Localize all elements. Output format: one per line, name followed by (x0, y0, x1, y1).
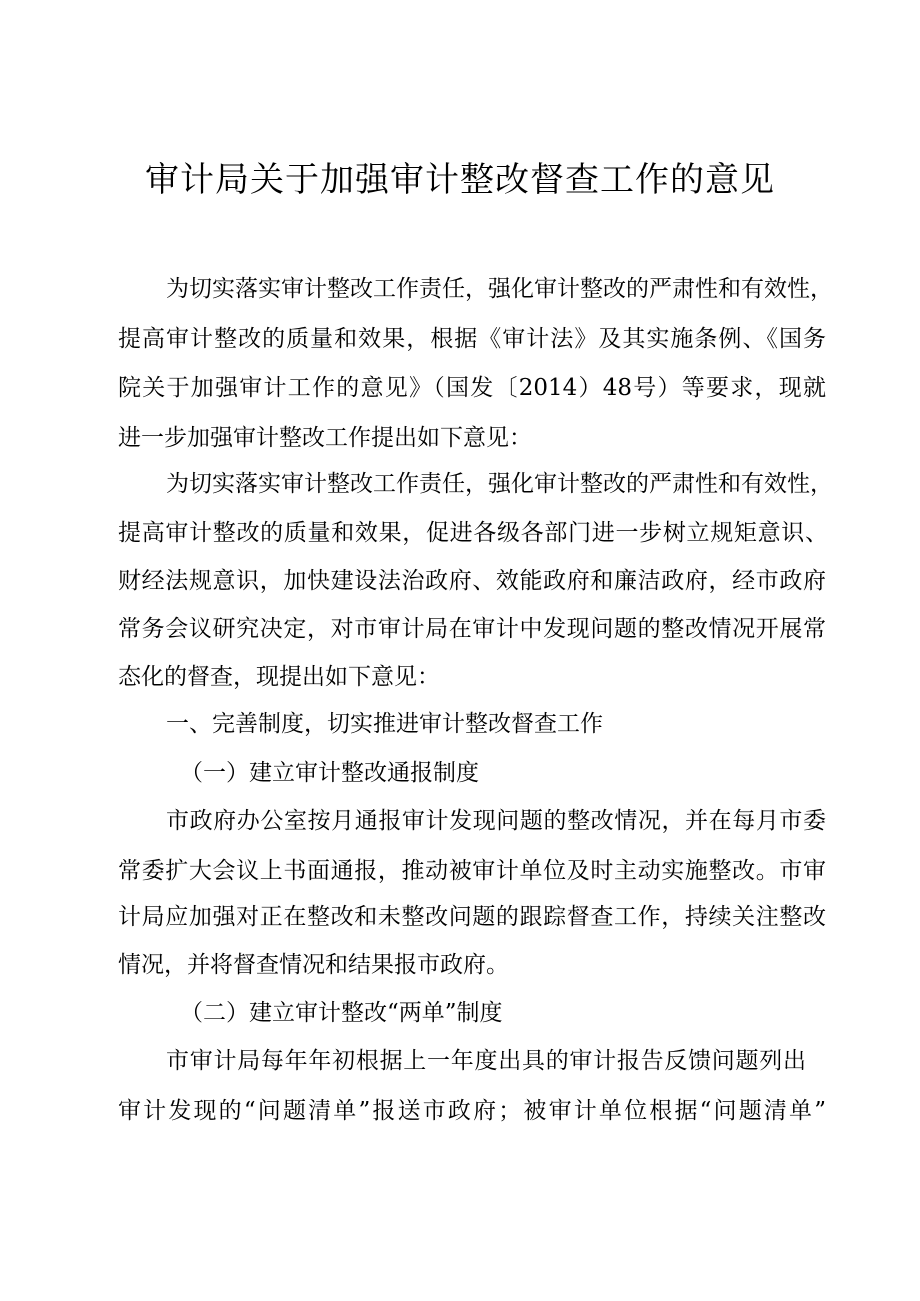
paragraph-line: 为切实落实审计整改工作责任，强化审计整改的严肃性和有效性， (166, 471, 833, 497)
paragraph-line: 提高审计整改的质量和效果，促进各级各部门进一步树立规矩意识、 (118, 520, 828, 546)
paragraph-line: 院关于加强审计工作的意见》（国发〔2014）48号）等要求，现就 (118, 375, 826, 401)
paragraph-line: 进一步加强审计整改工作提出如下意见： (118, 425, 532, 451)
paragraph-line: 计局应加强对正在整改和未整改问题的跟踪督查工作，持续关注整改 (118, 904, 826, 930)
section-heading: 一、完善制度，切实推进审计整改督查工作 (166, 711, 603, 737)
document-title: 审计局关于加强审计整改督查工作的意见 (145, 160, 775, 200)
paragraph-line: 审计发现的“问题清单”报送市政府；被审计单位根据“问题清单” (118, 1098, 826, 1124)
subsection-heading: （一）建立审计整改通报制度 (180, 760, 479, 786)
paragraph-line: 常务会议研究决定，对市审计局在审计中发现问题的整改情况开展常 (118, 616, 826, 642)
paragraph-line: 态化的督查，现提出如下意见： (118, 664, 440, 690)
paragraph-line: 市审计局每年年初根据上一年度出具的审计报告反馈问题列出 (166, 1048, 806, 1074)
subsection-heading: （二）建立审计整改“两单”制度 (180, 1000, 503, 1026)
paragraph-line: 情况，并将督查情况和结果报市政府。 (118, 952, 509, 978)
paragraph-line: 市政府办公室按月通报审计发现问题的整改情况，并在每月市委 (166, 808, 826, 834)
paragraph-line: 财经法规意识，加快建设法治政府、效能政府和廉洁政府，经市政府 (118, 568, 826, 594)
paragraph-line: 提高审计整改的质量和效果，根据《审计法》及其实施条例、《国务 (118, 326, 826, 352)
paragraph-line: 为切实落实审计整改工作责任，强化审计整改的严肃性和有效性， (166, 276, 833, 302)
paragraph-line: 常委扩大会议上书面通报，推动被审计单位及时主动实施整改。市审 (118, 858, 826, 884)
